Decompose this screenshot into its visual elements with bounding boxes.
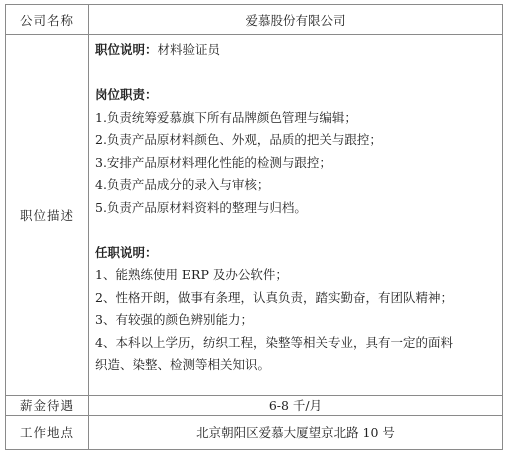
company-value: 爱慕股份有限公司 [89,5,503,35]
position-title-line [95,39,496,62]
salary-value: 6-8 千/月 [89,395,503,415]
salary-label: 薪金待遇 [6,395,89,415]
duty-item: 2.负责产品原材料颜色、外观，品质的把关与跟控； [95,132,382,148]
requirement-item: 2、性格开朗，做事有条理，认真负责，踏实勤奋，有团队精神； [95,289,453,305]
location-value: 北京朝阳区爱慕大厦望京北路 10 号 [89,415,503,449]
requirement-item-continued: 织造、染整、检测等相关知识。 [95,357,271,373]
position-title-value: 材料验证员 [157,42,221,58]
description-row [6,35,503,396]
location-row [6,415,503,449]
job-posting-table [5,4,503,450]
description-content [89,35,503,396]
salary-row [6,395,503,415]
requirements-heading: 任职说明： [95,244,158,260]
position-title-label: 职位说明： [95,42,158,58]
duty-item: 3.安排产品原材料理化性能的检测与跟控； [95,154,332,170]
requirement-item: 3、有较强的颜色辨别能力； [95,312,253,328]
blank-line [95,62,496,85]
requirement-item: 1、能熟练使用 ERP 及办公软件； [95,267,288,283]
blank-line [95,219,496,242]
requirement-item: 4、本科以上学历，纺织工程，染整等相关专业，具有一定的面料 [95,334,453,350]
description-label: 职位描述 [6,35,89,396]
company-row [6,5,503,35]
duty-item: 1.负责统筹爱慕旗下所有品牌颜色管理与编辑； [95,109,357,125]
company-label: 公司名称 [6,5,89,35]
location-label: 工作地点 [6,415,89,449]
duty-item: 5.负责产品原材料资料的整理与归档。 [95,199,307,215]
duties-heading: 岗位职责： [95,87,158,103]
duty-item: 4.负责产品成分的录入与审核； [95,177,270,193]
